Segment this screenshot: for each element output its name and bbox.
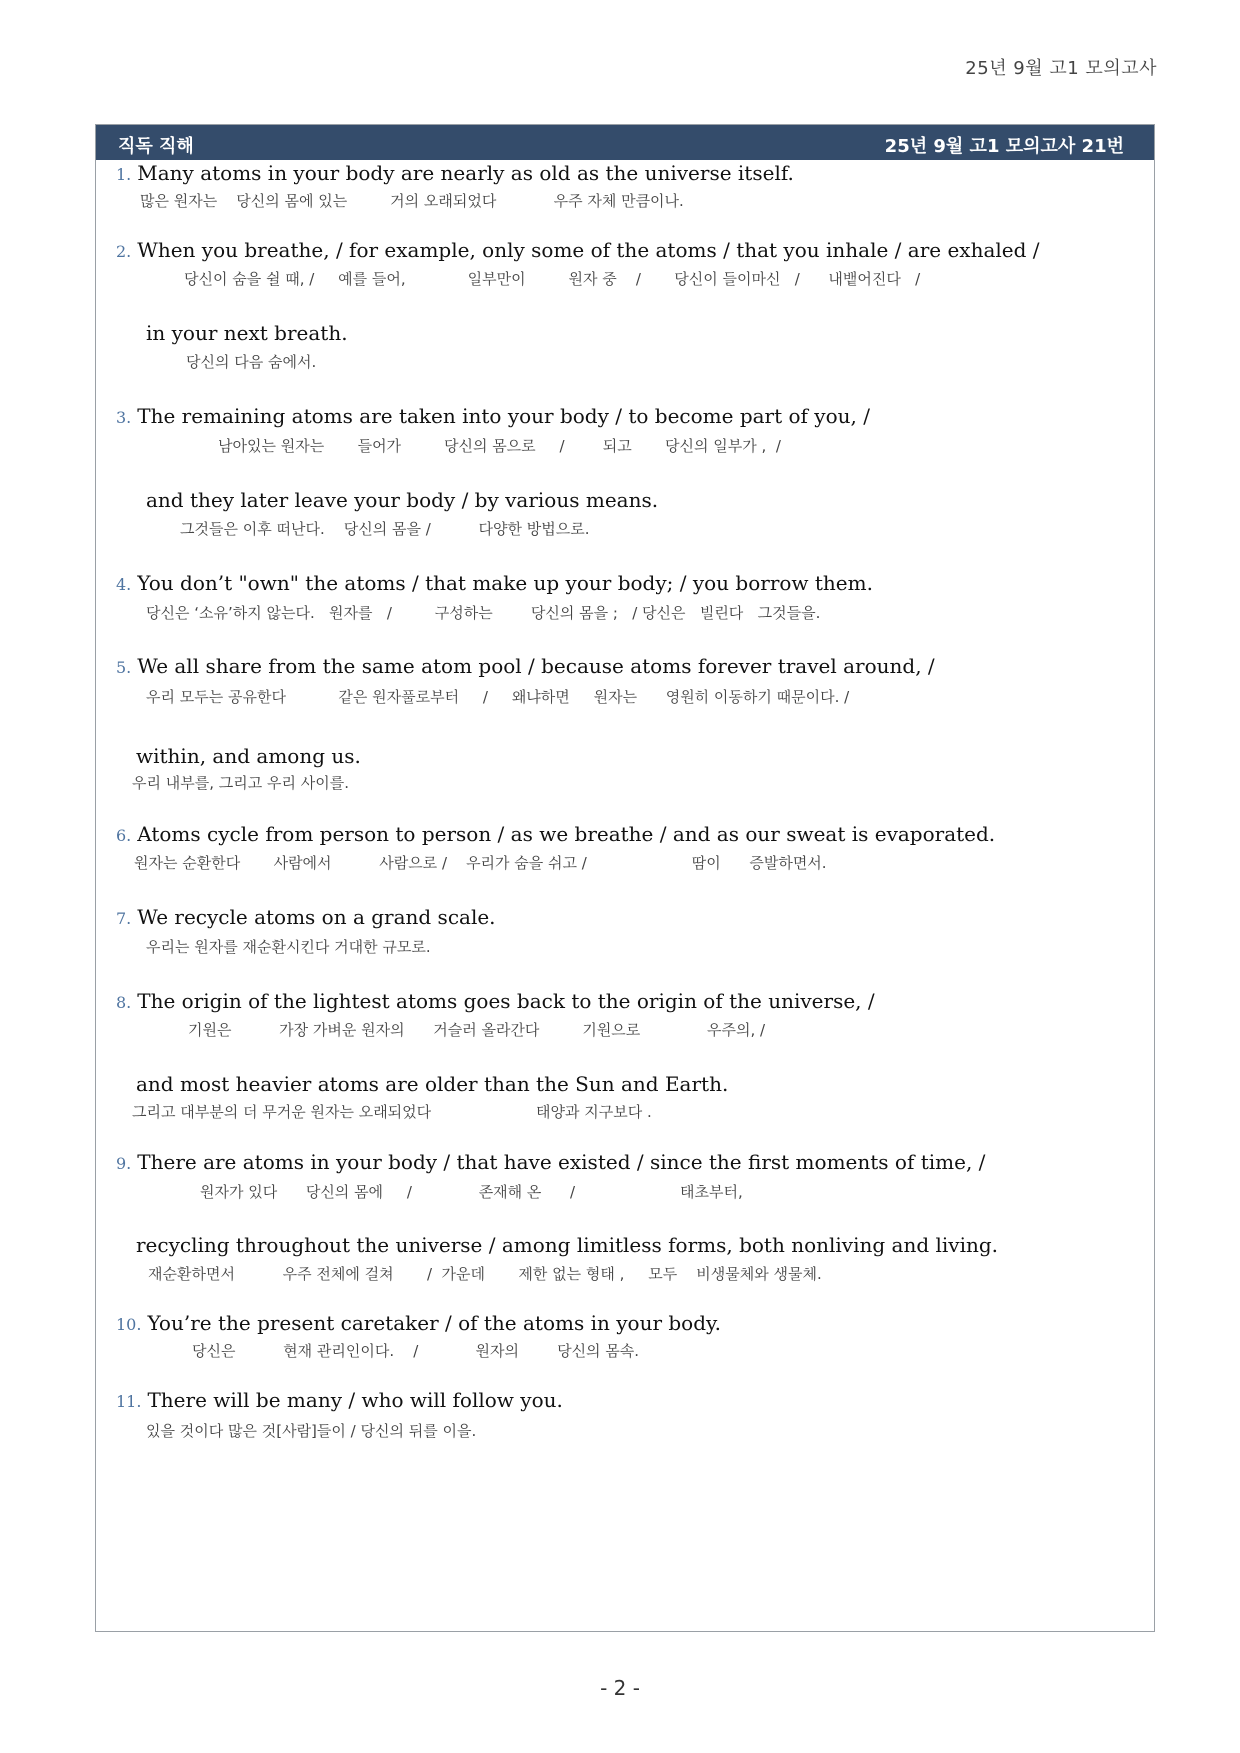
sentence-text: The origin of the lightest atoms goes back to the origin of the universe, / bbox=[137, 989, 875, 1013]
sentence-text: You’re the present caretaker / of the atoms in your body. bbox=[147, 1311, 722, 1335]
sentence-3-en bbox=[116, 404, 870, 428]
sentence-number: 1. bbox=[116, 165, 132, 184]
sentence-number: 7. bbox=[116, 909, 132, 928]
sentence-number: 4. bbox=[116, 575, 132, 594]
sentence-number: 11. bbox=[116, 1392, 142, 1411]
sentence-number: 2. bbox=[116, 242, 132, 261]
sentence-5-ko: 우리 모두는 공유한다 같은 원자풀로부터 / 왜냐하면 원자는 영원히 이동하기 때문이다. / bbox=[146, 688, 850, 706]
exam-header: 25년 9월 고1 모의고사 bbox=[965, 58, 1157, 79]
sentence-9-ko: 원자가 있다 당신의 몸에 / 존재해 온 / 태초부터, bbox=[200, 1183, 743, 1201]
sentence-text: When you breathe, / for example, only some of the atoms / that you inhale / are exhaled / bbox=[137, 238, 1040, 262]
sentence-11-ko: 있을 것이다 많은 것[사람]들이 / 당신의 뒤를 이을. bbox=[146, 1422, 477, 1440]
sentence-3-ko-cont: 그것들은 이후 떠난다. 당신의 몸을 / 다양한 방법으로. bbox=[180, 520, 590, 538]
sentence-8-ko: 기원은 가장 가벼운 원자의 거슬러 올라간다 기원으로 우주의, / bbox=[188, 1021, 766, 1039]
sentence-text: We all share from the same atom pool / because atoms forever travel around, / bbox=[137, 654, 935, 678]
sentence-3-ko: 남아있는 원자는 들어가 당신의 몸으로 / 되고 당신의 일부가 , / bbox=[218, 437, 781, 455]
sentence-2-en bbox=[116, 238, 1040, 262]
sentence-text: You don’t "own" the atoms / that make up your body; / you borrow them. bbox=[137, 571, 873, 595]
sentence-3-en-cont: and they later leave your body / by various means. bbox=[146, 488, 659, 512]
sentence-text: There are atoms in your body / that have existed / since the first moments of time, / bbox=[137, 1150, 986, 1174]
sentence-5-en bbox=[116, 654, 935, 678]
sentence-10-ko: 당신은 현재 관리인이다. / 원자의 당신의 몸속. bbox=[192, 1342, 640, 1360]
sentence-8-en-cont: and most heavier atoms are older than the Sun and Earth. bbox=[136, 1072, 729, 1096]
sentence-text: We recycle atoms on a grand scale. bbox=[137, 905, 496, 929]
sentence-9-en-cont: recycling throughout the universe / among limitless forms, both nonliving and living. bbox=[136, 1233, 999, 1257]
sentence-8-ko-cont: 그리고 대부분의 더 무거운 원자는 오래되었다 태양과 지구보다 . bbox=[132, 1103, 652, 1121]
reading-box bbox=[95, 124, 1155, 1632]
sentence-1-ko: 많은 원자는 당신의 몸에 있는 거의 오래되었다 우주 자체 만큼이나. bbox=[140, 192, 684, 210]
sentence-text: The remaining atoms are taken into your body / to become part of you, / bbox=[137, 404, 870, 428]
sentence-1-en bbox=[116, 161, 794, 185]
sentence-9-ko-cont: 재순환하면서 우주 전체에 걸쳐 / 가운데 제한 없는 형태 , 모두 비생물체와 생물체. bbox=[148, 1265, 822, 1283]
sentence-7-ko: 우리는 원자를 재순환시킨다 거대한 규모로. bbox=[146, 938, 431, 956]
sentence-9-en bbox=[116, 1150, 985, 1174]
sentence-5-ko-cont: 우리 내부를, 그리고 우리 사이를. bbox=[132, 774, 349, 792]
sentence-6-ko: 원자는 순환한다 사람에서 사람으로 / 우리가 숨을 쉬고 / 땀이 증발하면서. bbox=[134, 854, 827, 872]
sentence-number: 6. bbox=[116, 826, 132, 845]
sentence-5-en-cont: within, and among us. bbox=[136, 744, 361, 768]
sentence-number: 10. bbox=[116, 1315, 142, 1334]
sentence-11-en bbox=[116, 1388, 563, 1412]
section-title: 직독 직해 bbox=[118, 136, 194, 157]
sentence-4-en bbox=[116, 571, 873, 595]
sentence-number: 3. bbox=[116, 408, 132, 427]
sentence-8-en bbox=[116, 989, 875, 1013]
sentence-2-ko: 당신이 숨을 쉴 때, / 예를 들어, 일부만이 원자 중 / 당신이 들이마신 / 내뱉어진다 / bbox=[184, 270, 921, 288]
sentence-text: There will be many / who will follow you. bbox=[147, 1388, 563, 1412]
sentence-4-ko: 당신은 ‘소유’하지 않는다. 원자를 / 구성하는 당신의 몸을 ; / 당신은 빌린다 그것들을. bbox=[146, 604, 821, 622]
sentence-2-ko-cont: 당신의 다음 숨에서. bbox=[186, 353, 317, 371]
sentence-10-en bbox=[116, 1311, 721, 1335]
sentence-text: Atoms cycle from person to person / as we breathe / and as our sweat is evaporated. bbox=[137, 822, 996, 846]
sentence-6-en bbox=[116, 822, 995, 846]
sentence-text: Many atoms in your body are nearly as old as the universe itself. bbox=[137, 161, 794, 185]
sentence-number: 5. bbox=[116, 658, 132, 677]
section-titlebar bbox=[96, 125, 1154, 160]
question-reference: 25년 9월 고1 모의고사 21번 bbox=[884, 136, 1124, 157]
sentence-number: 9. bbox=[116, 1154, 132, 1173]
sentence-2-en-cont: in your next breath. bbox=[146, 321, 348, 345]
sentence-7-en bbox=[116, 905, 496, 929]
page-number: - 2 - bbox=[600, 1676, 640, 1700]
sentence-number: 8. bbox=[116, 993, 132, 1012]
